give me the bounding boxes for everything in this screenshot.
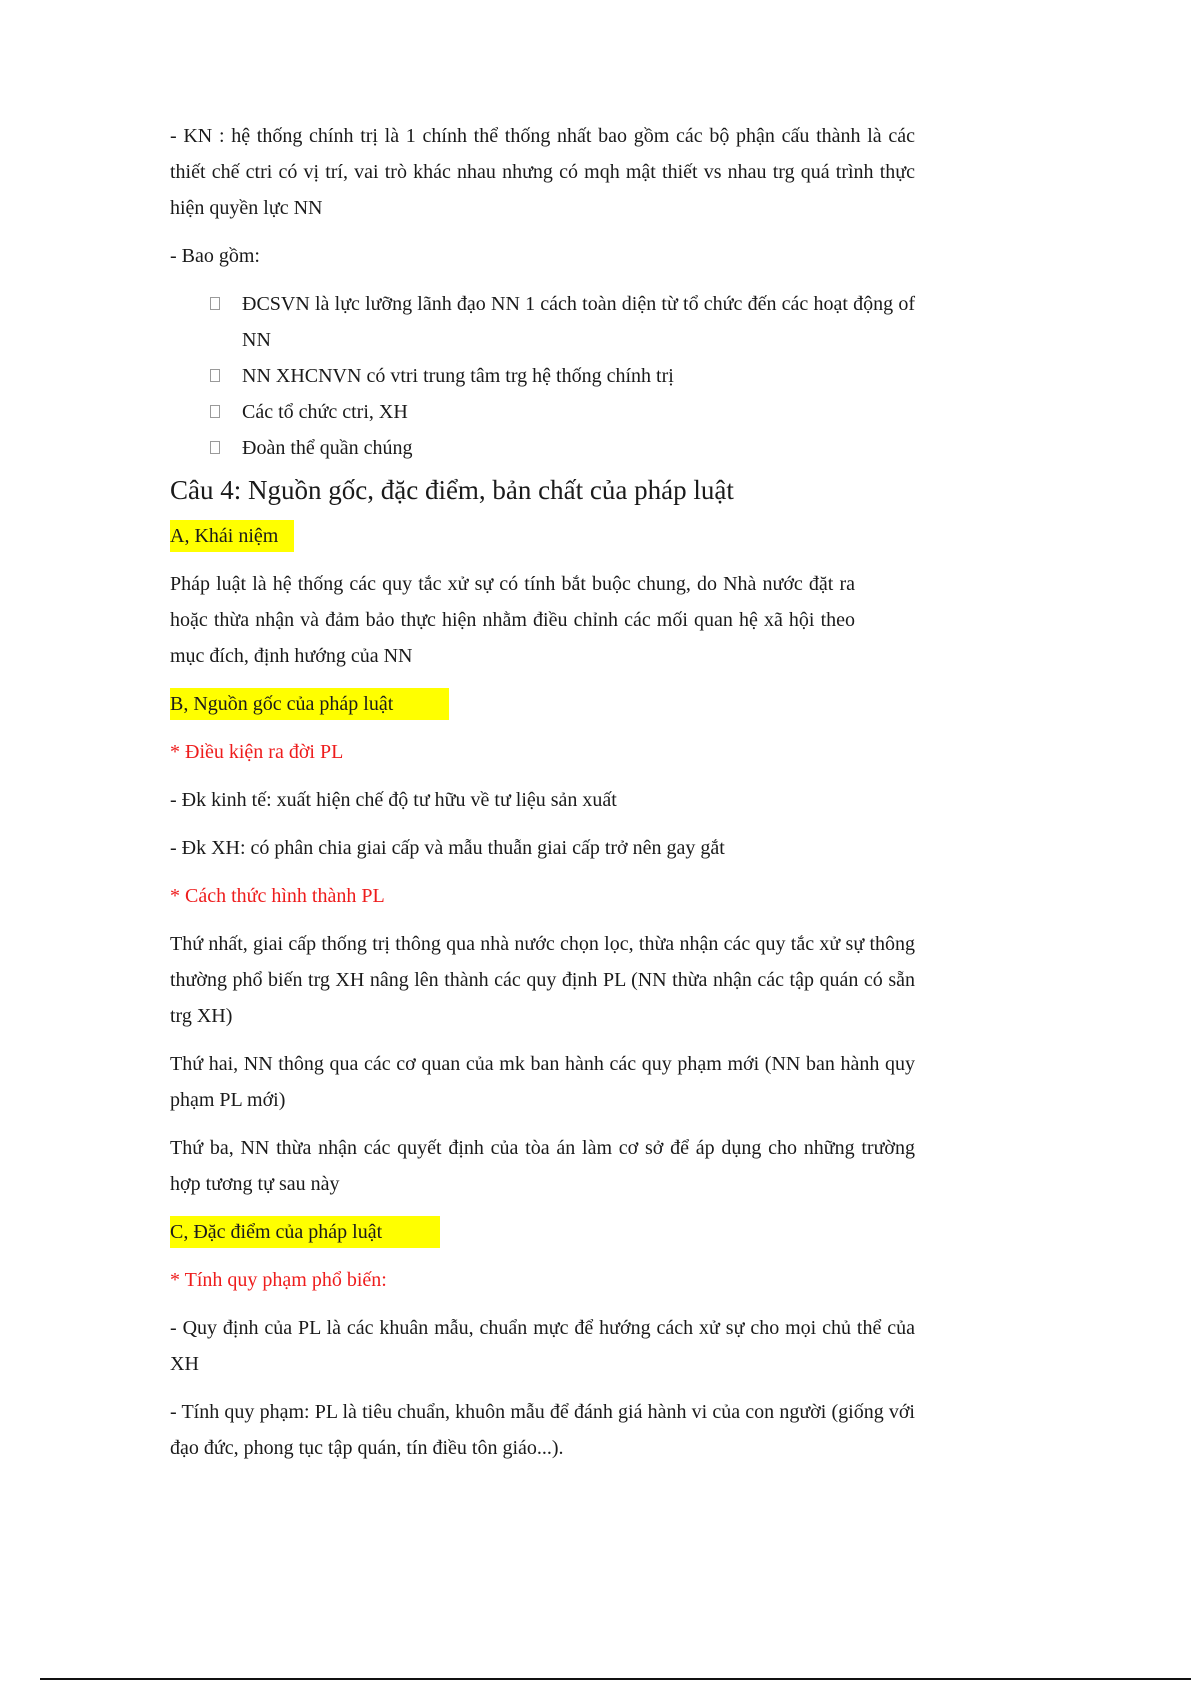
list-item: ĐCSVN là lực lưỡng lãnh đạo NN 1 cách toàn diện từ tổ chức đến các hoạt động of NN <box>170 286 915 358</box>
section-a-text: Pháp luật là hệ thống các quy tắc xử sự có tính bắt buộc chung, do Nhà nước đặt ra hoặc thừa nhận và đảm bảo thực hiện nhằm điều chỉnh các mối quan hệ xã hội theo mục đích, định hướng của NN <box>170 573 855 667</box>
kn-paragraph: - KN : hệ thống chính trị là 1 chính thể thống nhất bao gồm các bộ phận cấu thành là các thiết chế ctri có vị trí, vai trò khác nhau nhưng có mqh mật thiết vs nhau trg quá trình thực hiện quyền lực NN <box>170 125 915 219</box>
list-item: Đoàn thể quần chúng <box>170 430 915 466</box>
thu-hai-paragraph: Thứ hai, NN thông qua các cơ quan của mk ban hành các quy phạm mới (NN ban hành quy phạm PL mới) <box>170 1053 915 1111</box>
checkbox-icon <box>210 297 220 310</box>
bao-gom-label: - Bao gồm: <box>170 245 260 267</box>
dk-kinh-te: - Đk kinh tế: xuất hiện chế độ tư hữu về tư liệu sản xuất <box>170 789 617 811</box>
section-c-title: C, Đặc điểm của pháp luật <box>170 1216 440 1248</box>
section-c-p1: - Quy định của PL là các khuân mẫu, chuẩn mực để hướng cách xử sự cho mọi chủ thể của XH <box>170 1317 915 1375</box>
cach-thuc-subheading: * Cách thức hình thành PL <box>170 885 385 907</box>
section-b-title-row <box>170 686 915 722</box>
section-a-title-row <box>170 518 915 554</box>
list-item: Các tổ chức ctri, XH <box>170 394 915 430</box>
checkbox-icon <box>210 441 220 454</box>
checkbox-icon <box>210 405 220 418</box>
thu-ba-paragraph: Thứ ba, NN thừa nhận các quyết định của tòa án làm cơ sở để áp dụng cho những trường hợp tương tự sau này <box>170 1137 915 1195</box>
list-item: NN XHCNVN có vtri trung tâm trg hệ thống chính trị <box>170 358 915 394</box>
bao-gom-list <box>170 286 915 466</box>
checkbox-icon <box>210 369 220 382</box>
section-b-title: B, Nguồn gốc của pháp luật <box>170 688 449 720</box>
thu-nhat-paragraph: Thứ nhất, giai cấp thống trị thông qua nhà nước chọn lọc, thừa nhận các quy tắc xử sự thông thường phổ biến trg XH nâng lên thành các quy định PL (NN thừa nhận các tập quán có sẵn trg XH) <box>170 933 915 1027</box>
section-c-title-row <box>170 1214 915 1250</box>
document-page <box>170 118 915 1478</box>
section-a-title: A, Khái niệm <box>170 520 294 552</box>
dk-xh: - Đk XH: có phân chia giai cấp và mẫu thuẫn giai cấp trở nên gay gắt <box>170 837 725 859</box>
page-bottom-rule <box>40 1678 1191 1680</box>
dieu-kien-subheading: * Điều kiện ra đời PL <box>170 741 344 763</box>
tinh-quy-pham-subheading: * Tính quy phạm phổ biến: <box>170 1269 387 1291</box>
section-heading: Câu 4: Nguồn gốc, đặc điểm, bản chất của pháp luật <box>170 475 734 505</box>
section-c-p2: - Tính quy phạm: PL là tiêu chuẩn, khuôn mẫu để đánh giá hành vi của con người (giống với đạo đức, phong tục tập quán, tín điều tôn giáo...). <box>170 1401 915 1459</box>
